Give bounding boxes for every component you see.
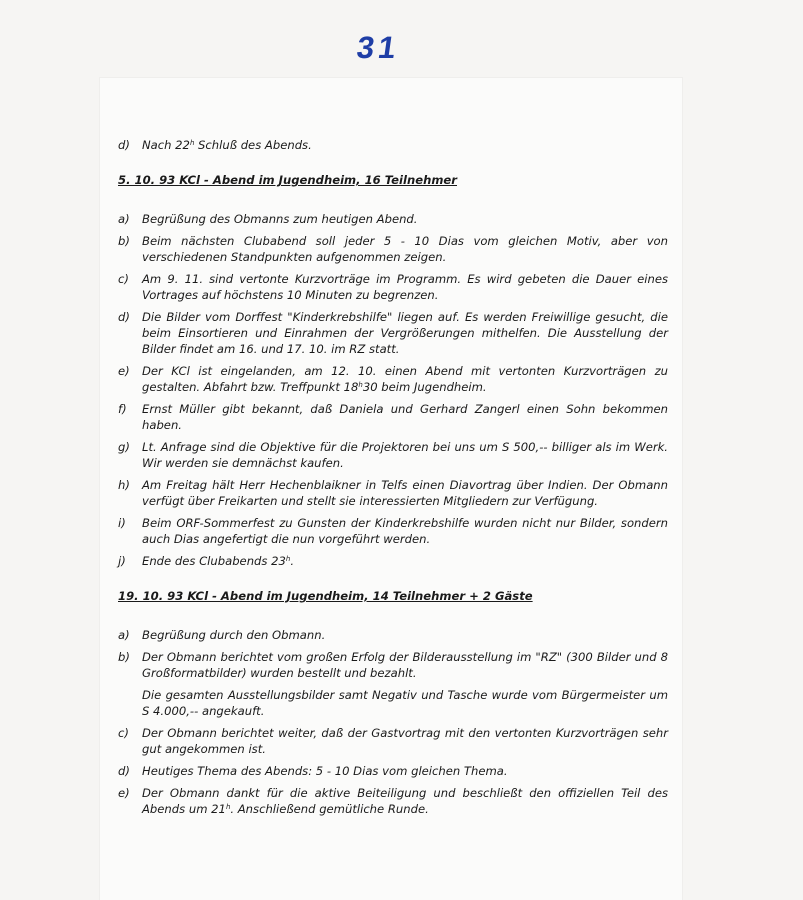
list-item xyxy=(118,271,668,303)
item-letter: d) xyxy=(118,310,130,324)
item-letter: d) xyxy=(118,138,130,152)
item-letter: e) xyxy=(118,364,130,378)
item-text: Beim ORF-Sommerfest zu Gunsten der Kinderkrebshilfe wurden nicht nur Bilder, sondern auch Dias angefertigt die nun vorgeführt werden. xyxy=(142,516,668,546)
list-item xyxy=(118,137,668,153)
list-item xyxy=(118,763,668,779)
item-text: Lt. Anfrage sind die Objektive für die Projektoren bei uns um S 500,-- billiger als im Werk. Wir werden sie demnächst kaufen. xyxy=(142,440,668,470)
item-text: Der Obmann dankt für die aktive Beiteiligung und beschließt den offiziellen Teil des Abends um 21$^h$. Anschließend gemütliche Runde. xyxy=(142,786,668,816)
list-item xyxy=(118,309,668,357)
item-text: Heutiges Thema des Abends: 5 - 10 Dias vom gleichen Thema. xyxy=(142,764,508,778)
item-text: Die Bilder vom Dorffest "Kinderkrebshilfe" liegen auf. Es werden Freiwillige gesucht, die beim Einsortieren und Einrahmen der Vergrößerungen mithelfen. Die Ausstellung der Bilder findet am 16. und 17. 10. im RZ statt. xyxy=(142,310,668,356)
item-letter: e) xyxy=(118,786,130,800)
list-item xyxy=(118,785,668,817)
list-item xyxy=(118,627,668,643)
item-letter: c) xyxy=(118,272,129,286)
section-heading: 5. 10. 93 KCl - Abend im Jugendheim, 16 Teilnehmer xyxy=(118,173,457,187)
item-letter: a) xyxy=(118,628,130,642)
item-paragraph: Der Obmann berichtet vom großen Erfolg der Bilderausstellung im "RZ" (300 Bilder und 8 Großformatbilder) wurden bestellt und bezahlt. xyxy=(142,650,668,680)
list-item xyxy=(118,233,668,265)
item-letter: d) xyxy=(118,764,130,778)
item-text: Am 9. 11. sind vertonte Kurzvorträge im Programm. Es wird gebeten die Dauer eines Vortrages auf höchstens 10 Minuten zu begrenzen. xyxy=(142,272,668,302)
item-letter: f) xyxy=(118,402,127,416)
item-text: Ernst Müller gibt bekannt, daß Daniela und Gerhard Zangerl einen Sohn bekommen haben. xyxy=(142,402,668,432)
item-text: Am Freitag hält Herr Hechenblaikner in Telfs einen Diavortrag über Indien. Der Obmann verfügt über Freikarten und stellt sie interessierten Mitgliedern zur Verfügung. xyxy=(142,478,668,508)
page-number: 31 xyxy=(354,30,403,65)
list-item xyxy=(118,477,668,509)
document-content xyxy=(118,137,668,823)
item-letter: b) xyxy=(118,650,130,664)
item-text: Beim nächsten Clubabend soll jeder 5 - 10 Dias vom gleichen Motiv, aber von verschiedenen Standpunkten aufgenommen zeigen. xyxy=(142,234,668,264)
item-text: Der Obmann berichtet weiter, daß der Gastvortrag mit den vertonten Kurzvorträgen sehr gut angekommen ist. xyxy=(142,726,668,756)
item-paragraph: Die gesamten Ausstellungsbilder samt Negativ und Tasche wurde vom Bürgermeister um S 4.000,-- angekauft. xyxy=(142,688,668,718)
item-text: Begrüßung durch den Obmann. xyxy=(142,628,326,642)
item-letter: h) xyxy=(118,478,130,492)
item-letter: c) xyxy=(118,726,129,740)
item-text xyxy=(142,649,668,719)
list-item xyxy=(118,363,668,395)
list-item xyxy=(118,401,668,433)
item-text: Begrüßung des Obmanns zum heutigen Abend. xyxy=(142,212,418,226)
section-heading: 19. 10. 93 KCl - Abend im Jugendheim, 14 Teilnehmer + 2 Gäste xyxy=(118,589,533,603)
item-text: Nach 22$^h$ Schluß des Abends. xyxy=(142,138,312,152)
item-text: Der KCl ist eingelanden, am 12. 10. einen Abend mit vertonten Kurzvorträgen zu gestalten. Abfahrt bzw. Treffpunkt 18$^h$30 beim Jugendheim. xyxy=(142,364,668,394)
item-letter: a) xyxy=(118,212,130,226)
item-letter: b) xyxy=(118,234,130,248)
list-item xyxy=(118,211,668,227)
item-letter: g) xyxy=(118,440,130,454)
list-item xyxy=(118,649,668,719)
list-item xyxy=(118,553,668,569)
item-letter: j) xyxy=(118,554,126,568)
list-item xyxy=(118,725,668,757)
list-item xyxy=(118,515,668,547)
item-letter: i) xyxy=(118,516,126,530)
item-text: Ende des Clubabends 23$^h$. xyxy=(142,554,294,568)
list-item xyxy=(118,439,668,471)
